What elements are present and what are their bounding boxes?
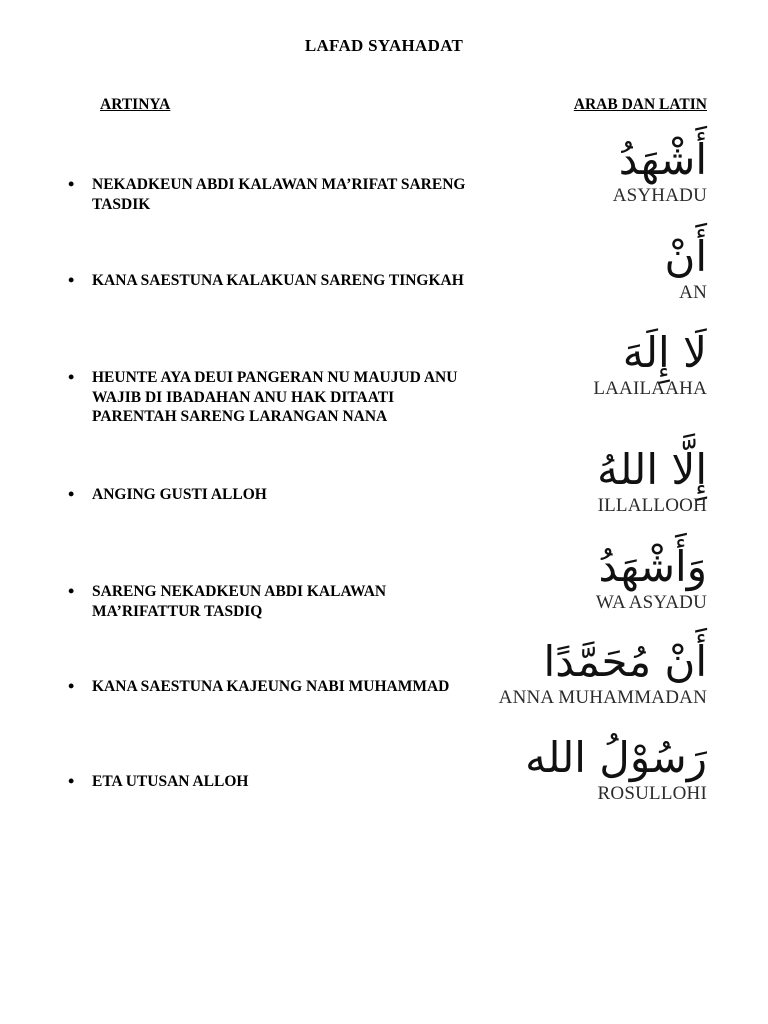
bullet-icon: • [68,771,75,791]
latin-text: ANNA MUHAMMADAN [498,687,707,708]
arabic-text: وَأَشْهَدُ [598,542,707,591]
document-title: LAFAD SYAHADAT [304,36,464,55]
phrase-block [407,232,707,304]
phrase-block [407,733,707,805]
bullet-icon: • [68,581,75,601]
arabic-text: لَا إِلَهَ [622,328,707,377]
bullet-icon: • [68,676,75,696]
meaning-text: ETA UTUSAN ALLOH [92,773,249,790]
latin-text: ROSULLOHI [597,783,707,804]
bullet-icon: • [68,484,75,504]
phrase-block [407,328,707,400]
phrase-block [407,542,707,614]
meaning-text: NEKADKEUN ABDI KALAWAN MA’RIFAT SARENG TASDIK [92,176,466,213]
arabic-text: رَسُوْلُ الله [525,733,707,782]
phrase-block [407,445,707,517]
latin-text: LAAILAAHA [593,378,707,399]
arabic-text: أَشْهَدُ [618,135,707,184]
meaning-text: HEUNTE AYA DEUI PANGERAN NU MAUJUD ANU WAJIB DI IBADAHAN ANU HAK DITAATI PARENTAH SARENG LARANGAN NANA [92,369,458,425]
arabic-text: إِلَّا اللهُ [597,445,707,494]
artinya-header: ARTINYA [100,96,171,113]
meaning-text: ANGING GUSTI ALLOH [92,486,267,503]
phrase-block [407,135,707,207]
bullet-icon: • [68,367,75,387]
meaning-text: KANA SAESTUNA KALAKUAN SARENG TINGKAH [92,272,464,289]
bullet-icon: • [68,174,75,194]
arabic-text: أَنْ مُحَمَّدًا [543,637,707,686]
latin-text: WA ASYADU [595,592,707,613]
latin-text: AN [679,282,707,303]
arabic-text: أَنْ [664,232,707,281]
meaning-text: SARENG NEKADKEUN ABDI KALAWAN MA’RIFATTUR TASDIQ [92,583,387,620]
meaning-text: KANA SAESTUNA KAJEUNG NABI MUHAMMAD [92,678,450,695]
latin-text: ILLALLOOH [597,495,707,516]
phrase-block [407,637,707,709]
arab-latin-header: ARAB DAN LATIN [573,96,707,113]
bullet-icon: • [68,270,75,290]
latin-text: ASYHADU [612,185,707,206]
